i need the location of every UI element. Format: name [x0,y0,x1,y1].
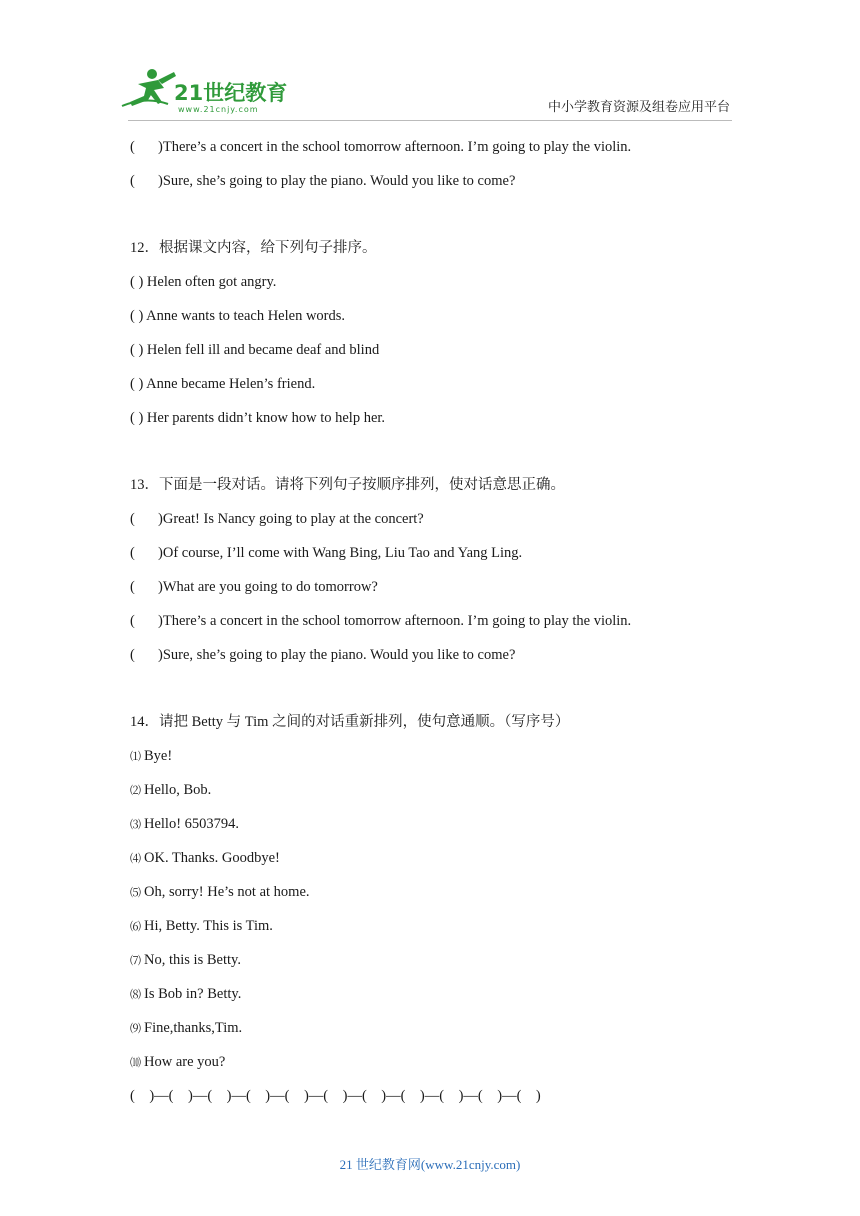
list-item [130,779,730,813]
list-item: ( )What are you going to do tomorrow? [130,576,730,610]
sentence-text: Of course, I’ll come with Wang Bing, Liu Tao and Yang Ling. [162,545,523,561]
sentence-text: Bye! [144,748,173,764]
sentence-text: Great! Is Nancy going to play at the concert? [162,511,424,527]
answer-blank[interactable]: ( [130,173,135,189]
list-item [130,847,730,881]
logo-text: 21世纪教育 [174,81,288,105]
list-item: ( ) Anne became Helen’s friend. [130,376,316,392]
list-item [130,813,730,847]
question-14-title: 14．请把 Betty 与 Tim 之间的对话重新排列，使句意通顺。（写序号） [130,714,570,730]
list-item [130,1017,730,1051]
logo-url: www.21cnjy.com [178,105,259,114]
list-item [130,915,730,949]
sentence-text: There’s a concert in the school tomorrow afternoon. I’m going to play the violin. [162,613,632,629]
list-item: ( )Sure, she’s going to play the piano. Would you like to come? [130,644,730,678]
item-number: ⑼ [130,1023,141,1035]
item-number: ⑹ [130,921,141,933]
item-number: ⑺ [130,955,141,967]
site-logo[interactable] [118,66,298,118]
answer-blank[interactable]: ( [130,545,135,561]
sentence-text: Hello! 6503794. [144,816,240,832]
item-number: ⑸ [130,887,141,899]
answer-blank[interactable]: ( [130,511,135,527]
header-tagline: 中小学教育资源及组卷应用平台 [547,100,730,115]
list-item: ( ) Helen fell ill and became deaf and blind [130,342,380,358]
item-number: ⑻ [130,989,141,1001]
list-item: ( )Great! Is Nancy going to play at the concert? [130,508,730,542]
page-footer[interactable]: 21 世纪教育网(www.21cnjy.com) [339,1157,521,1172]
question-12-title: 12．根据课文内容，给下列句子排序。 [130,240,377,256]
page-header [0,0,860,120]
list-item: ( ) Anne wants to teach Helen words. [130,308,346,324]
list-item: ( )There’s a concert in the school tomorrow afternoon. I’m going to play the violin. [130,610,730,644]
sentence-text: Hello, Bob. [144,782,212,798]
question-13-title: 13．下面是一段对话。请将下列句子按顺序排列，使对话意思正确。 [130,477,565,493]
sentence-text: How are you? [144,1054,226,1070]
list-item: ( ) Her parents didn’t know how to help her. [130,410,386,426]
list-item: ( )Of course, I’ll come with Wang Bing, Liu Tao and Yang Ling. [130,542,730,576]
sentence-text: Sure, she’s going to play the piano. Would you like to come? [162,647,516,663]
list-item [130,881,730,915]
sentence-text: There’s a concert in the school tomorrow afternoon. I’m going to play the violin. [162,139,632,155]
answer-blank[interactable]: ( [130,579,135,595]
item-number: ⑴ [130,751,141,763]
sentence-text: Oh, sorry! He’s not at home. [144,884,310,900]
sentence-text: Sure, she’s going to play the piano. Would you like to come? [162,173,516,189]
sentence-text: Is Bob in? Betty. [144,986,242,1002]
item-number: ⑽ [130,1057,141,1069]
list-item [130,983,730,1017]
list-item: ( )There’s a concert in the school tomorrow afternoon. I’m going to play the violin. [130,136,730,170]
list-item [130,745,730,779]
list-item: ( ) Helen often got angry. [130,274,277,290]
header-divider [128,120,732,121]
answer-blank[interactable]: ( [130,647,135,663]
item-number: ⑶ [130,819,141,831]
answer-blank[interactable]: ( [130,139,135,155]
list-item [130,949,730,983]
item-number: ⑷ [130,853,141,865]
answer-blank[interactable]: ( [130,613,135,629]
item-number: ⑵ [130,785,141,797]
sentence-text: OK. Thanks. Goodbye! [144,850,280,866]
sentence-text: Hi, Betty. This is Tim. [144,918,273,934]
answer-sequence[interactable]: ( )—( )—( )—( )—( )—( )—( )—( )—( )—( )—( ) [130,1088,541,1104]
sentence-text: Fine,thanks,Tim. [144,1020,243,1036]
sentence-text: What are you going to do tomorrow? [162,579,378,595]
worksheet-body [130,136,730,1119]
sentence-text: No, this is Betty. [144,952,241,968]
list-item [130,1051,730,1085]
list-item: ( )Sure, she’s going to play the piano. Would you like to come? [130,170,730,204]
